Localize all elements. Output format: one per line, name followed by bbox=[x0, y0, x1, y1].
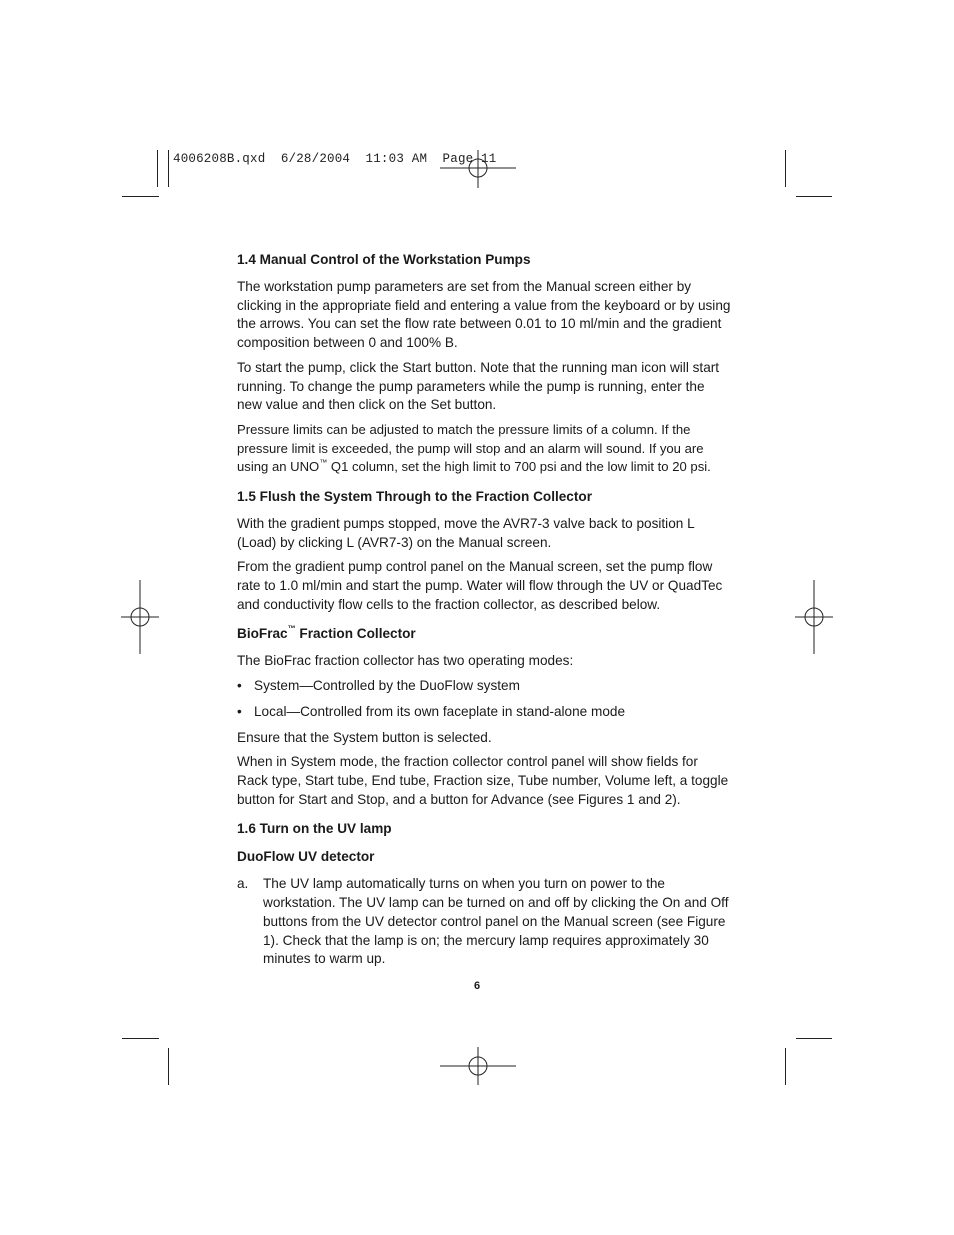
step-text: The UV lamp automatically turns on when you turn on power to the workstation. The UV lamp can be turned on and off by clicking the On and Off buttons from the UV detector control panel on the Manual screen (see Figure 1). Check that the lamp is on; the mercury lamp requires approximately 30 minutes to warm up. bbox=[263, 876, 729, 967]
step-a bbox=[237, 875, 732, 969]
section-1-5-paragraph-2: From the gradient pump control panel on the Manual screen, set the pump flow rate to 1.0 ml/min and start the pump. Water will flow through the UV or QuadTec and conductivity flow cells to the fraction collector, as described below. bbox=[237, 559, 723, 612]
trademark-symbol: ™ bbox=[287, 624, 296, 634]
duoflow-uv-detector-heading: DuoFlow UV detector bbox=[237, 849, 375, 865]
biofrac-intro: The BioFrac fraction collector has two operating modes: bbox=[237, 652, 574, 668]
section-1-5-paragraph-1: With the gradient pumps stopped, move the AVR7-3 valve back to position L (Load) by clicking L (AVR7-3) on the Manual screen. bbox=[237, 516, 695, 550]
biofrac-system-mode-paragraph: When in System mode, the fraction collector control panel will show fields for Rack type, Start tube, End tube, Fraction size, Tube number, Volume left, a toggle button for Start and Stop, and a button for Advance (see Figures 1 and 2). bbox=[237, 754, 729, 807]
biofrac-ensure-paragraph: Ensure that the System button is selected. bbox=[237, 729, 492, 745]
section-1-4-paragraph-1: The workstation pump parameters are set from the Manual screen either by clicking in the appropriate field and entering a value from the keyboard or by using the arrows. You can set the flow rate between 0.01 to 10 ml/min and the gradient composition between 0 and 100% B. bbox=[237, 279, 731, 351]
section-1-4-paragraph-3: Pressure limits can be adjusted to match the pressure limits of a column. If the pressure limit is exceeded, the pump will stop and an alarm will sound. If you are using an UNO™ Q1 column, set the high limit to 700 psi and the low limit to 20 psi. bbox=[237, 421, 711, 475]
crop-mark-top-left-vertical bbox=[157, 150, 158, 187]
bullet-icon: • bbox=[237, 703, 242, 719]
crop-mark-top-right-horizontal bbox=[796, 196, 832, 197]
crop-mark-bottom-right-horizontal bbox=[796, 1038, 832, 1039]
trademark-symbol: ™ bbox=[319, 457, 328, 467]
crop-mark-top-left-horizontal bbox=[122, 196, 159, 197]
registration-mark-top-icon bbox=[440, 150, 516, 188]
registration-mark-bottom-icon bbox=[440, 1047, 516, 1085]
crop-mark-top-left-inner bbox=[168, 150, 169, 187]
step-label: a. bbox=[237, 876, 249, 892]
section-1-6-heading: 1.6 Turn on the UV lamp bbox=[237, 821, 392, 837]
crop-mark-bottom-left-horizontal bbox=[122, 1038, 159, 1039]
page-content bbox=[237, 250, 732, 969]
biofrac-heading: BioFrac™ Fraction Collector bbox=[237, 624, 416, 641]
crop-mark-bottom-right-vertical bbox=[785, 1048, 786, 1085]
crop-mark-bottom-left-vertical bbox=[168, 1048, 169, 1085]
crop-mark-top-right-vertical bbox=[785, 150, 786, 187]
bullet-icon: • bbox=[237, 678, 242, 694]
list-item: • System—Controlled by the DuoFlow system bbox=[237, 677, 732, 696]
page-number: 6 bbox=[473, 980, 481, 992]
registration-mark-right-icon bbox=[795, 580, 833, 654]
registration-mark-left-icon bbox=[121, 580, 159, 654]
list-item: • Local—Controlled from its own faceplate in stand-alone mode bbox=[237, 703, 732, 722]
section-1-5-heading: 1.5 Flush the System Through to the Fraction Collector bbox=[237, 489, 592, 505]
section-1-4-heading: 1.4 Manual Control of the Workstation Pumps bbox=[237, 252, 531, 267]
print-slug: 4006208B.qxd 6/28/2004 11:03 AM Page 11 bbox=[173, 152, 497, 166]
section-1-4-paragraph-2: To start the pump, click the Start button. Note that the running man icon will start running. To change the pump parameters while the pump is running, enter the new value and then click on the Set button. bbox=[237, 359, 720, 413]
